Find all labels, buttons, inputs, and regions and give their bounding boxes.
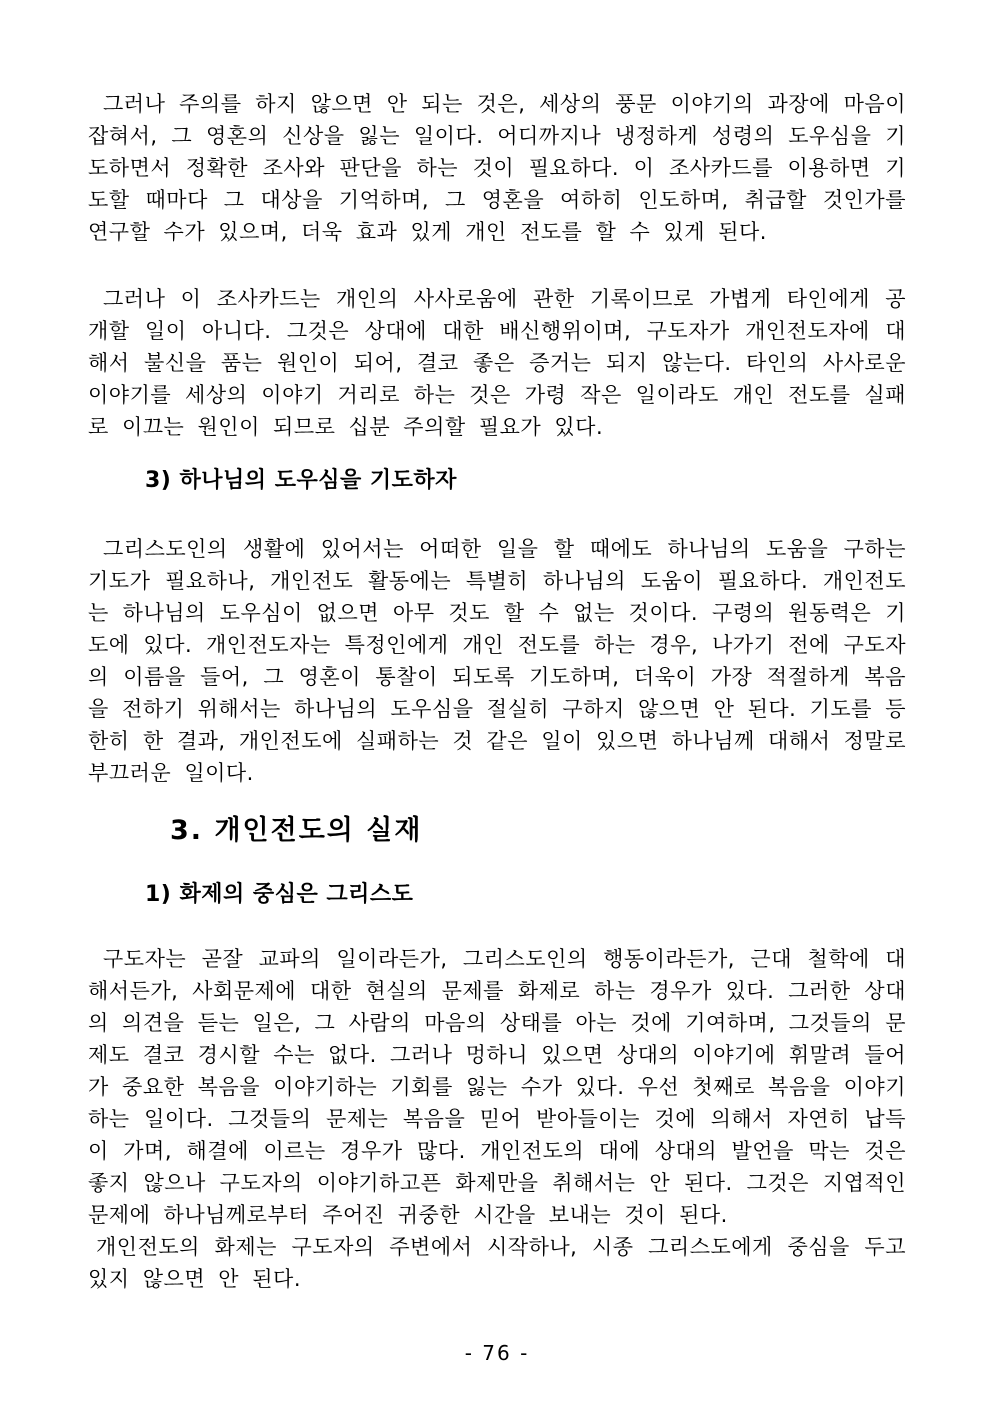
subsection-heading-topic-christ: 1) 화제의 중심은 그리스도 [145,882,414,907]
body-paragraph-2: 그러나 이 조사카드는 개인의 사사로움에 관한 기록이므로 가볍게 타인에게 공개할 일이 아니다. 그것은 상대에 대한 배신행위이며, 구도자가 개인전도자에 대해서 불신을 품는 원인이 되어, 결코 좋은 증거는 되지 않는다. 타인의 사사로운 이야기를 세상의 이야기 거리로 하는 것은 가령 작은 일이라도 개인 전도를 실패로 이끄는 원인이 되므로 십분 주의할 필요가 있다. [88,287,906,439]
body-paragraph-5: 개인전도의 화제는 구도자의 주변에서 시작하나, 시종 그리스도에게 중심을 두고 있지 않으면 안 된다. [88,1235,906,1291]
body-paragraph-3: 그리스도인의 생활에 있어서는 어떠한 일을 할 때에도 하나님의 도움을 구하는 기도가 필요하나, 개인전도 활동에는 특별히 하나님의 도움이 필요하다. 개인전도는 하나님의 도우심이 없으면 아무 것도 할 수 없는 것이다. 구령의 원동력은 기도에 있다. 개인전도자는 특정인에게 개인 전도를 하는 경우, 나가기 전에 구도자의 이름을 들어, 그 영혼이 통찰이 되도록 기도하며, 더욱이 가장 적절하게 복음을 전하기 위해서는 하나님의 도우심을 절실히 구하지 않으면 안 된다. 기도를 등한히 한 결과, 개인전도에 실패하는 것 같은 일이 있으면 하나님께 대해서 정말로 부끄러운 일이다. [88,537,906,785]
page-number: - 76 - [464,1341,530,1365]
body-paragraph-4: 구도자는 곧잘 교파의 일이라든가, 그리스도인의 행동이라든가, 근대 철학에 대해서든가, 사회문제에 대한 현실의 문제를 화제로 하는 경우가 있다. 그러한 상대의 의견을 듣는 일은, 그 사람의 마음의 상태를 아는 것에 기여하며, 그것들의 문제도 결코 경시할 수는 없다. 그러나 멍하니 있으면 상대의 이야기에 휘말려 들어가 중요한 복음을 이야기하는 기회를 잃는 수가 있다. 우선 첫째로 복음을 이야기하는 일이다. 그것들의 문제는 복음을 믿어 받아들이는 것에 의해서 자연히 납득이 가며, 해결에 이르는 경우가 많다. 개인전도의 대에 상대의 발언을 막는 것은 좋지 않으나 구도자의 이야기하고픈 화제만을 취해서는 안 된다. 그것은 지엽적인 문제에 하나님께로부터 주어진 귀중한 시간을 보내는 것이 된다. [88,947,906,1227]
subsection-heading-pray: 3) 하나님의 도우심을 기도하자 [145,468,457,493]
section-heading-practice: 3. 개인전도의 실재 [170,815,423,846]
body-paragraph-1: 그러나 주의를 하지 않으면 안 되는 것은, 세상의 풍문 이야기의 과장에 마음이 잡혀서, 그 영혼의 신상을 잃는 일이다. 어디까지나 냉정하게 성령의 도우심을 기도하면서 정확한 조사와 판단을 하는 것이 필요하다. 이 조사카드를 이용하면 기도할 때마다 그 대상을 기억하며, 그 영혼을 여하히 인도하며, 취급할 것인가를 연구할 수가 있으며, 더욱 효과 있게 개인 전도를 할 수 있게 된다. [88,92,906,244]
